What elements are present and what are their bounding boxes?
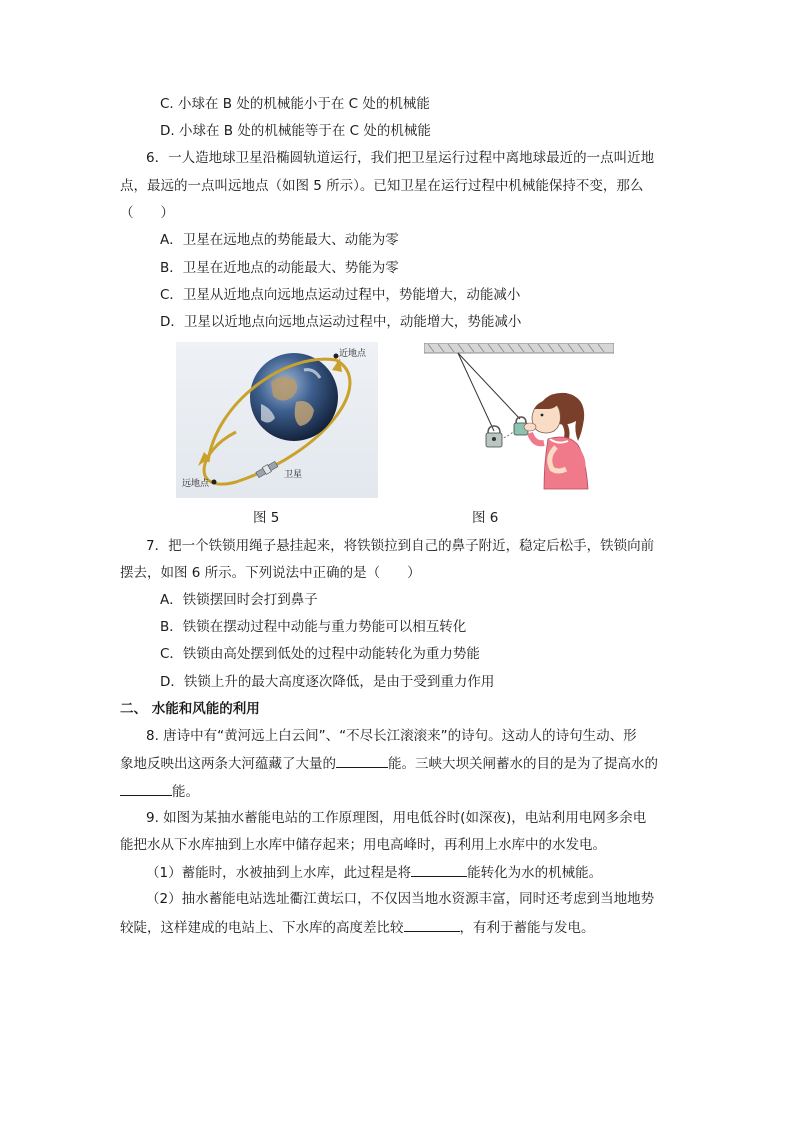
q9-sub2-line2 (120, 917, 680, 938)
q6-stem-line2: 点，最远的一点叫远地点（如图 5 所示）。已知卫星在运行过程中机械能保持不变，那么 (120, 178, 644, 194)
q9-sub2-line1: （2）抽水蓄能电站选址衢江黄坛口，不仅因当地水资源丰富，同时还考虑到当地地势 (146, 891, 655, 907)
q9-blank-2[interactable] (404, 917, 460, 932)
q8-blank-2[interactable] (120, 781, 172, 796)
q7-stem-line1: 7．把一个铁锁用绳子悬挂起来，将铁锁拉到自己的鼻子附近，稳定后松手，铁锁向前 (146, 538, 655, 554)
figure5-caption: 图 5 (253, 510, 280, 526)
q6-option-d: D．卫星以近地点向远地点运动过程中，动能增大，势能减小 (160, 314, 522, 330)
label-near-point: 近地点 (339, 349, 367, 359)
q6-stem-line1: 6．一人造地球卫星沿椭圆轨道运行，我们把卫星运行过程中离地球最近的一点叫近地 (146, 150, 655, 166)
q8-line2-before: 象地反映出这两条大河蕴藏了大量的 (120, 756, 336, 772)
q9-sub1 (146, 862, 602, 883)
q8-line1: 8. 唐诗中有“黄河远上白云间”、“不尽长江滚滚来”的诗句。这动人的诗句生动、形 (146, 728, 637, 744)
q5-option-d: D. 小球在 B 处的机械能等于在 C 处的机械能 (160, 123, 431, 139)
q6-answer-bracket: （ ） (120, 205, 174, 221)
q7-option-d: D．铁锁上升的最大高度逐次降低，是由于受到重力作用 (160, 674, 495, 690)
figure6-caption: 图 6 (472, 510, 499, 526)
q8-line2 (120, 753, 680, 774)
q7-option-b: B．铁锁在摆动过程中动能与重力势能可以相互转化 (160, 619, 467, 635)
section-heading: 二、 水能和风能的利用 (120, 701, 260, 717)
q7-option-a: A．铁锁摆回时会打到鼻子 (160, 592, 318, 608)
q8-blank-1[interactable] (336, 753, 388, 768)
q6-option-c: C．卫星从近地点向远地点运动过程中，势能增大，动能减小 (160, 287, 521, 303)
q9-blank-1[interactable] (411, 862, 467, 877)
label-far-point: 远地点 (182, 479, 210, 489)
q7-stem-line2: 摆去，如图 6 所示。下列说法中正确的是（ ） (120, 565, 421, 581)
q8-line3-after: 能。 (172, 784, 199, 800)
q8-line2-after: 能。三峡大坝关闸蓄水的目的是为了提高水的 (388, 756, 658, 772)
lock-icon (486, 426, 502, 447)
q9-line2: 能把水从下水库抽到上水库中储存起来；用电高峰时，再利用上水库中的水发电。 (120, 837, 606, 853)
q9-sub1-before: （1）蓄能时，水被抽到上水库，此过程是将 (146, 865, 412, 881)
q9-line1: 9. 如图为某抽水蓄能电站的工作原理图，用电低谷时(如深夜)，电站利用电网多余电 (146, 810, 647, 826)
q6-option-a: A．卫星在远地点的势能最大、动能为零 (160, 232, 399, 248)
girl-figure (524, 393, 588, 489)
figure5-orbit-image (176, 342, 378, 498)
q9-sub2-before: 较陡，这样建成的电站上、下水库的高度差比较 (120, 920, 404, 936)
q6-option-b: B．卫星在近地点的动能最大、势能为零 (160, 260, 399, 276)
figure6-pendulum-image (424, 343, 614, 495)
q7-option-c: C．铁锁由高处摆到低处的过程中动能转化为重力势能 (160, 646, 480, 662)
label-satellite: 卫星 (284, 470, 303, 480)
q5-option-c: C. 小球在 B 处的机械能小于在 C 处的机械能 (160, 96, 430, 112)
q9-sub1-after: 能转化为水的机械能。 (467, 865, 603, 881)
q8-line3 (120, 781, 680, 802)
q9-sub2-after: ，有利于蓄能与发电。 (459, 920, 595, 936)
